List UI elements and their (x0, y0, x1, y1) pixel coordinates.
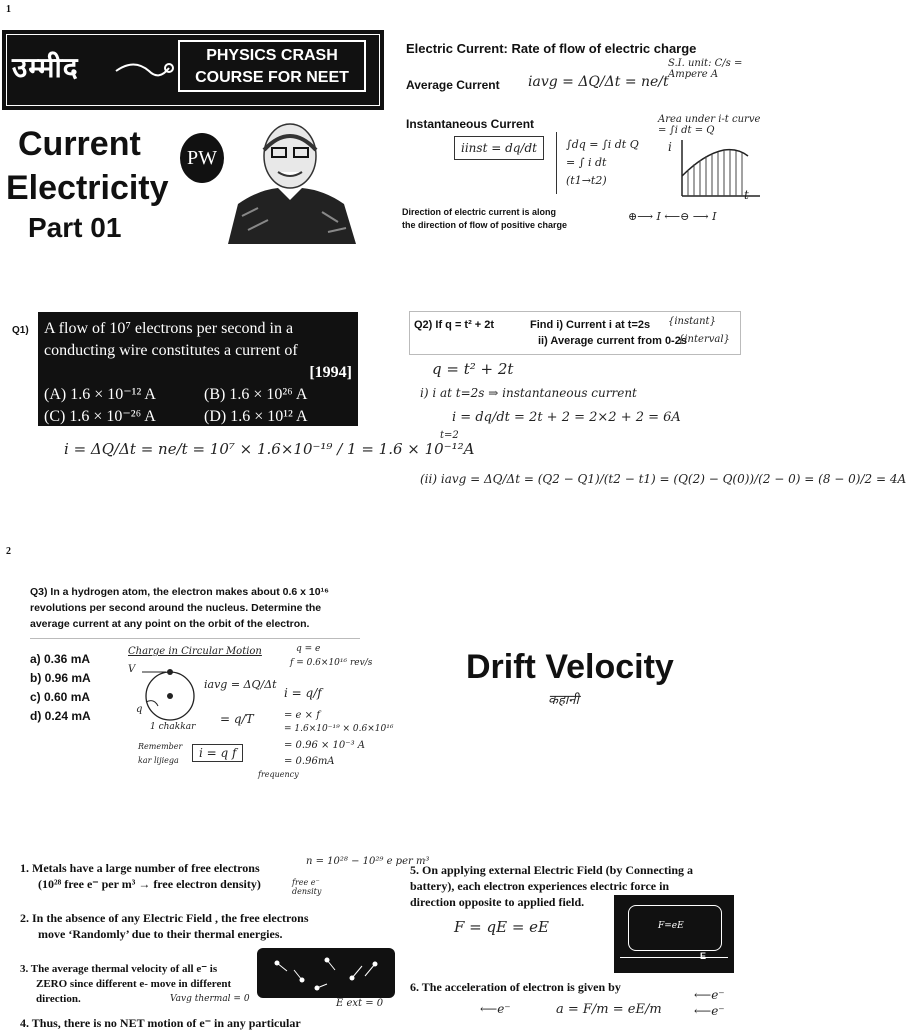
q3-note: Remember kar lijiega (138, 742, 183, 765)
q2-note: {interval} (678, 334, 730, 345)
graph-axis-label: t (744, 188, 749, 202)
q2-find: Find i) Current i at t=2s (530, 319, 651, 331)
q1-option: (D) 1.6 × 10¹² A (204, 408, 308, 425)
q1-option: (B) 1.6 × 10²⁶ A (204, 386, 308, 403)
point-text: ZERO since different e- move in different (36, 978, 232, 990)
q3-note: frequency (258, 770, 299, 779)
point-4: 4. Thus, there is no NET motion of e⁻ in any particular (20, 1016, 301, 1030)
direction-note: the direction of flow of positive charge (402, 220, 568, 230)
field-image-label: E (700, 951, 707, 961)
q2-question: Q2) If q = t² + 2t (414, 319, 495, 331)
q1-label: Q1) (12, 325, 29, 336)
q3-note: i = q/f (284, 686, 322, 700)
q3-boxed-formula: i = q f (192, 744, 243, 762)
instantaneous-current-label: Instantaneous Current (406, 117, 535, 131)
point-text: direction opposite to applied field. (410, 895, 585, 909)
q2-note: {instant} (668, 316, 716, 327)
q3-note: = 0.96mA (284, 756, 335, 767)
q3-note: iavg = ΔQ/Δt (204, 678, 277, 691)
pw-logo: PW (180, 133, 224, 183)
drift-velocity-title: Drift Velocity (466, 648, 674, 686)
q3-text: average current at any point on the orbit of the electron. (30, 618, 310, 630)
q3-note: = e × f (284, 710, 320, 721)
graph-axis-label: i (668, 140, 672, 154)
q2-work: t=2 (440, 430, 459, 441)
field-image-label: F=eE (658, 921, 684, 931)
point-note: ⟵e⁻ (694, 988, 725, 1002)
q3-note: f = 0.6×10¹⁶ rev/s (290, 658, 373, 668)
course-title-line: COURSE FOR NEET (195, 69, 349, 86)
point-note: E ext = 0 (336, 998, 384, 1009)
q1-option: (A) 1.6 × 10⁻¹² A (44, 386, 156, 403)
q3-option: a) 0.36 mA (30, 652, 91, 666)
direction-note: Direction of electric current is along (402, 207, 557, 217)
q3-note: = 1.6×10⁻¹⁹ × 0.6×10¹⁶ (284, 724, 394, 734)
point-2 (20, 910, 309, 942)
course-banner (2, 30, 384, 110)
point-text: direction. (36, 993, 81, 1005)
q1-text: A flow of 10⁷ electrons per second in a (44, 320, 294, 337)
i-t-graph (664, 136, 764, 206)
q3-note: = 0.96 × 10⁻³ A (284, 740, 365, 751)
direction-arrows-note: ⊕⟶ I ⟵⊖ ⟶ I (628, 210, 717, 223)
q3-option: c) 0.60 mA (30, 690, 91, 704)
q3-note: q (136, 704, 143, 715)
si-unit-note: S.I. unit: C/s = Ampere A (668, 58, 743, 80)
point-note: free e⁻ density (292, 878, 322, 896)
point-text: 5. On applying external Electric Field (by Connecting a (410, 863, 693, 877)
drift-subtitle: कहानी (548, 693, 579, 708)
integral-formula: ∫dq = ∫i dt Q = ∫ i dt (t1→t2) (566, 138, 639, 187)
point-note: Vavg thermal = 0 (170, 994, 250, 1004)
stethoscope-icon (114, 56, 174, 86)
page-number: 1 (6, 4, 11, 15)
point-note: n = 10²⁸ − 10²⁹ e per m³ (306, 856, 430, 867)
q3-note: 1 chakkar (150, 722, 196, 732)
q2-question-box (409, 311, 741, 355)
q2-find: ii) Average current from 0-2s (538, 335, 687, 347)
point-1 (20, 860, 261, 892)
course-title-box (178, 40, 366, 92)
orbit-diagram (136, 662, 206, 724)
point-text: 3. The average thermal velocity of all e⁻ is (20, 963, 218, 975)
q3-note: q = e (296, 644, 321, 654)
average-current-label: Average Current (406, 78, 500, 92)
point-text: (10²⁸ free e⁻ per m³ → free electron density) (38, 877, 261, 891)
title-line: Part 01 (28, 212, 122, 243)
q3-text: Q3) In a hydrogen atom, the electron makes about 0.6 x 10¹⁶ (30, 586, 329, 598)
q1-solution: i = ΔQ/Δt = ne/t = 10⁷ × 1.6×10⁻¹⁹ / 1 = 1.6 × 10⁻¹²A (64, 440, 475, 458)
point-5-formula: F = qE = eE (454, 918, 549, 936)
q1-option: (C) 1.6 × 10⁻²⁶ A (44, 408, 156, 425)
point-text: battery), each electron experiences electric force in (410, 879, 670, 893)
q3-question (30, 584, 329, 632)
random-electrons-image (257, 948, 395, 998)
point-note: ⟵e⁻ (480, 1002, 511, 1016)
q1-text: conducting wire constitutes a current of (44, 342, 298, 359)
brand-logo-text: उम्मीद (12, 52, 79, 83)
point-note: ⟵e⁻ (694, 1004, 725, 1018)
point-text: 1. Metals have a large number of free electrons (20, 861, 260, 875)
q1-year: [1994] (309, 364, 352, 381)
q2-work: (ii) iavg = ΔQ/Δt = (Q2 − Q1)/(t2 − t1) = (Q(2) − Q(0))/(2 − 0) = (8 − 0)/2 = 4A (420, 472, 906, 486)
divider (556, 132, 557, 194)
point-text: move ‘Randomly’ due to their thermal energies. (38, 927, 283, 941)
definition-heading: Electric Current: Rate of flow of electric charge (406, 41, 697, 56)
q3-note: V (128, 664, 136, 675)
area-under-curve-note: Area under i-t curve = ∫i dt = Q (658, 114, 761, 136)
average-current-formula: iavg = ΔQ/Δt = ne/t (528, 74, 669, 90)
course-title-line: PHYSICS CRASH (206, 47, 338, 64)
q3-note: = q/T (220, 712, 254, 726)
title-line: Electricity (6, 169, 169, 207)
point-6: 6. The acceleration of electron is given by (410, 980, 621, 994)
q3-options (30, 650, 91, 726)
point-text: 2. In the absence of any Electric Field , the free electrons (20, 911, 309, 925)
title-line: Current (18, 125, 141, 163)
q2-work: q = t² + 2t (432, 360, 514, 378)
q3-option: d) 0.24 mA (30, 709, 91, 723)
divider (30, 638, 360, 639)
q1-question-box (38, 312, 358, 426)
instantaneous-formula-box: iinst = dq/dt (454, 136, 544, 160)
electric-field-image (614, 895, 734, 973)
point-6-formula: a = F/m = eE/m (556, 1002, 662, 1017)
q3-option: b) 0.96 mA (30, 671, 91, 685)
q2-work: i = dq/dt = 2t + 2 = 2×2 + 2 = 6A (452, 410, 681, 425)
q3-text: revolutions per second around the nucleus. Determine the (30, 602, 322, 614)
teacher-photo (228, 120, 368, 244)
q3-note: Charge in Circular Motion (128, 646, 262, 657)
q2-work: i) i at t=2s ⇒ instantaneous current (420, 386, 637, 400)
page-number: 2 (6, 546, 11, 557)
